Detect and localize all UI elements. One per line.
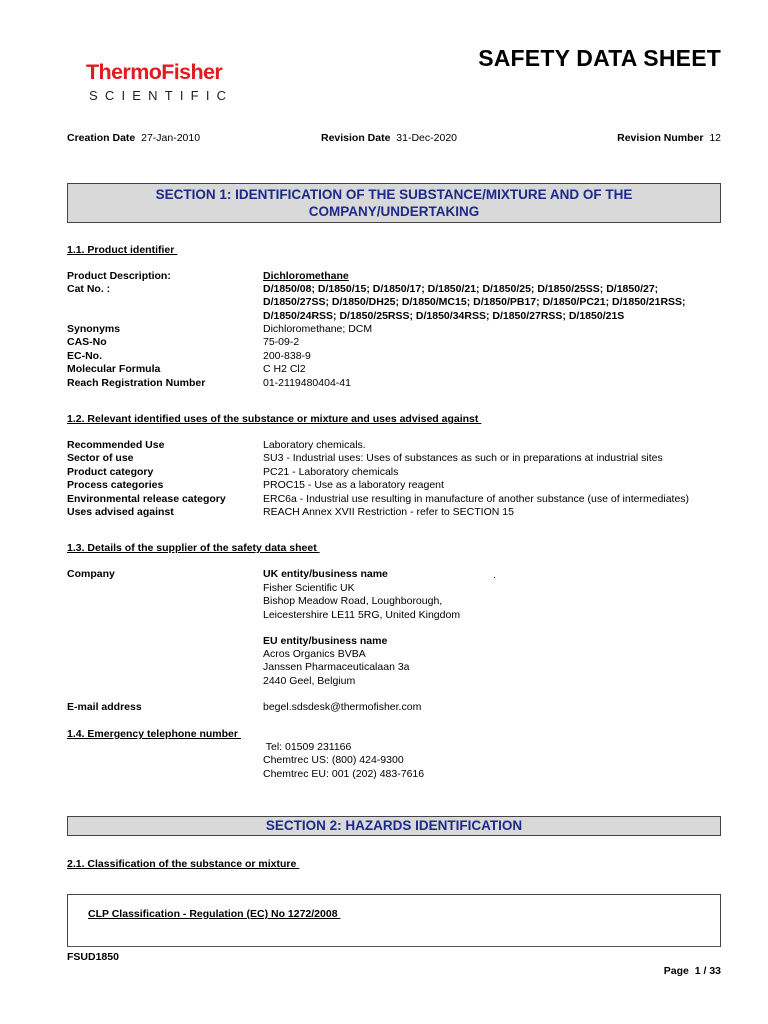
product-description-value: Dichloromethane [263,270,349,282]
subsection-1-4-title: 1.4. Emergency telephone number [67,728,241,740]
ec-no-value: 200-838-9 [263,350,311,362]
synonyms-value: Dichloromethane; DCM [263,323,373,335]
creation-date-label: Creation Date [67,132,136,144]
email-label: E-mail address [67,701,142,713]
emergency-phone-line: Chemtrec US: (800) 424-9300 [263,754,404,766]
eu-entity-heading: EU entity/business name [263,635,388,647]
uk-entity-heading: UK entity/business name [263,568,388,580]
footer-divider [67,946,721,947]
page-number: Page 1 / 33 [663,965,721,977]
uk-entity-line: Leicestershire LE11 5RG, United Kingdom [263,609,461,621]
uses-row-label: Recommended Use [67,439,165,451]
revision-number [617,133,721,144]
uses-row-label: Sector of use [67,452,134,464]
uses-row-value: REACH Annex XVII Restriction - refer to SECTION 15 [263,506,514,518]
company-label: Company [67,568,115,580]
uses-row-value: PC21 - Laboratory chemicals [263,466,399,478]
product-description-label: Product Description: [67,270,171,282]
creation-date-value: 27-Jan-2010 [141,132,201,144]
revision-number-label: Revision Number [617,132,704,144]
stray-dot: . [493,570,496,581]
document-title: SAFETY DATA SHEET [478,45,721,71]
clp-classification-title: CLP Classification - Regulation (EC) No 1272/2008 [88,908,341,920]
molecular-formula-value: C H2 Cl2 [263,363,306,375]
section-1-heading: SECTION 1: IDENTIFICATION OF THE SUBSTANCE/MIXTURE AND OF THE COMPANY/UNDERTAKING [67,183,721,223]
revision-number-value: 12 [709,132,721,144]
synonyms-label: Synonyms [67,323,121,335]
uses-row-label: Uses advised against [67,506,174,518]
emergency-phone-line: Chemtrec EU: 001 (202) 483-7616 [263,768,425,780]
brand-logo-subtitle: SCIENTIFIC [89,88,234,103]
reach-registration-label: Reach Registration Number [67,377,206,389]
eu-entity-line: Acros Organics BVBA [263,648,366,660]
clp-classification-box [67,894,721,946]
footer-document-code: FSUD1850 [67,951,119,963]
cat-no-value: D/1850/08; D/1850/15; D/1850/17; D/1850/21; D/1850/25; D/1850/25SS; D/1850/27; D/1850/27SS; D/1850/DH25; D/1850/MC15; D/1850/PB17; D/1850/PC21; D/1850/21RSS; D/1850/24RSS; D/1850/25RSS; D/1850/34RSS; D/1850/27RSS; D/1850/21S [263,283,686,322]
brand-logo-wordmark: ThermoFisher [86,60,223,84]
uk-entity-line: Fisher Scientific UK [263,582,355,594]
eu-entity-line: Janssen Pharmaceuticalaan 3a [263,661,410,673]
revision-date-value: 31-Dec-2020 [396,132,457,144]
revision-date-label: Revision Date [321,132,391,144]
cas-no-label: CAS-No [67,336,107,348]
cat-no-label: Cat No. : [67,283,111,295]
emergency-phone-line: Tel: 01509 231166 [263,741,352,753]
uses-row-label: Process categories [67,479,164,491]
subsection-1-3-title: 1.3. Details of the supplier of the safety data sheet [67,542,320,554]
uk-entity-line: Bishop Meadow Road, Loughborough, [263,595,443,607]
section-2-heading: SECTION 2: HAZARDS IDENTIFICATION [67,816,721,836]
uses-row-value: Laboratory chemicals. [263,439,366,451]
uses-row-label: Product category [67,466,154,478]
subsection-2-1-title: 2.1. Classification of the substance or mixture [67,858,300,870]
eu-entity-line: 2440 Geel, Belgium [263,675,356,687]
revision-date [321,133,457,144]
uses-row-value: SU3 - Industrial uses: Uses of substances as such or in preparations at industrial sites [263,452,663,464]
creation-date [67,133,200,144]
uses-row-value: ERC6a - Industrial use resulting in manufacture of another substance (use of intermediates) [263,493,690,505]
uses-row-value: PROC15 - Use as a laboratory reagent [263,479,444,491]
subsection-1-1-title: 1.1. Product identifier [67,244,178,256]
email-value[interactable]: begel.sdsdesk@thermofisher.com [263,701,422,713]
ec-no-label: EC-No. [67,350,102,362]
molecular-formula-label: Molecular Formula [67,363,161,375]
cas-no-value: 75-09-2 [263,336,300,348]
reach-registration-value: 01-2119480404-41 [263,377,351,389]
uses-row-label: Environmental release category [67,493,226,505]
subsection-1-2-title: 1.2. Relevant identified uses of the substance or mixture and uses advised against [67,413,482,425]
